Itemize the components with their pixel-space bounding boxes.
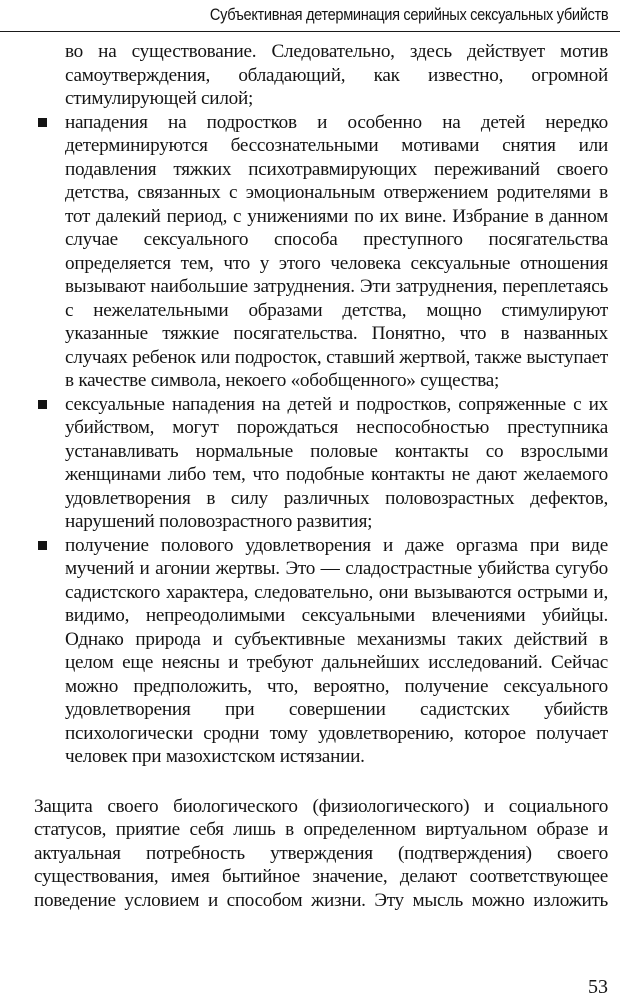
running-header	[0, 0, 620, 32]
list-item-text: получение полового удовлетворения и даже оргазма при виде мучений и агонии жертвы. Это — сладострастные убийства сугубо садистского характера, следовательно, они вызываются острыми и, видимо, непреодолимыми сексуальными влечениями убийцы. Однако природа и субъективные механизмы таких действий в целом еще неясны и требуют дальнейших исследований. Сейчас можно предположить, что, вероятно, получение сексуального удовлетворения при совершении садистских убийств психологически сродни тому удовлетворению, которое получает человек при мазохистском истязании.	[65, 534, 608, 767]
page-body	[0, 40, 620, 912]
page-number: 53	[588, 976, 608, 998]
running-title: Субъективная детерминация серийных сексуальных убийств	[209, 5, 608, 24]
square-bullet-icon	[38, 118, 47, 127]
body-paragraph: Защита своего биологического (физиологического) и социального статусов, приятие себя лишь в определенном виртуальном образе и актуальная потребность утверждения (подтверждения) своего существования, имея бытийное значение, делают соответствующее поведение условием и способом жизни. Эту мысль можно изложить	[34, 795, 608, 911]
square-bullet-icon	[38, 400, 47, 409]
list-item	[0, 534, 620, 769]
list-item-text: сексуальные нападения на детей и подростков, сопряженные с их убийством, могут порождаться неспособностью преступника устанавливать нормальные половые контакты со взрослыми женщинами либо тем, что подобные контакты не дают желаемого удовлетворения в силу различных половозрастных дефектов, нарушений половозрастного развития;	[65, 393, 608, 532]
list-item	[0, 111, 620, 393]
continued-list-item: во на существование. Следовательно, здесь действует мотив самоутверждения, обладающий, как известно, огромной стимулирующей силой;	[65, 41, 608, 109]
square-bullet-icon	[38, 541, 47, 550]
list-item-text: нападения на подростков и особенно на детей нередко детерминируются бессознательными мотивами снятия или подавления тяжких психотравмирующих переживаний своего детства, связанных с эмоциональным отвержением родителями в тот далекий период, с унижениями по их вине. Избрание в данном случае сексуального способа преступного посягательства определяется тем, что у этого человека сексуальные отношения вызывают наибольшие затруднения. Эти затруднения, переплетаясь с нежелательными образами детства, мощно стимулируют указанные тяжкие посягательства. Понятно, что в названных случаях ребенок или подросток, ставший жертвой, также выступает в качестве символа, некоего «обобщенного» существа;	[65, 111, 608, 391]
list-item	[0, 393, 620, 534]
